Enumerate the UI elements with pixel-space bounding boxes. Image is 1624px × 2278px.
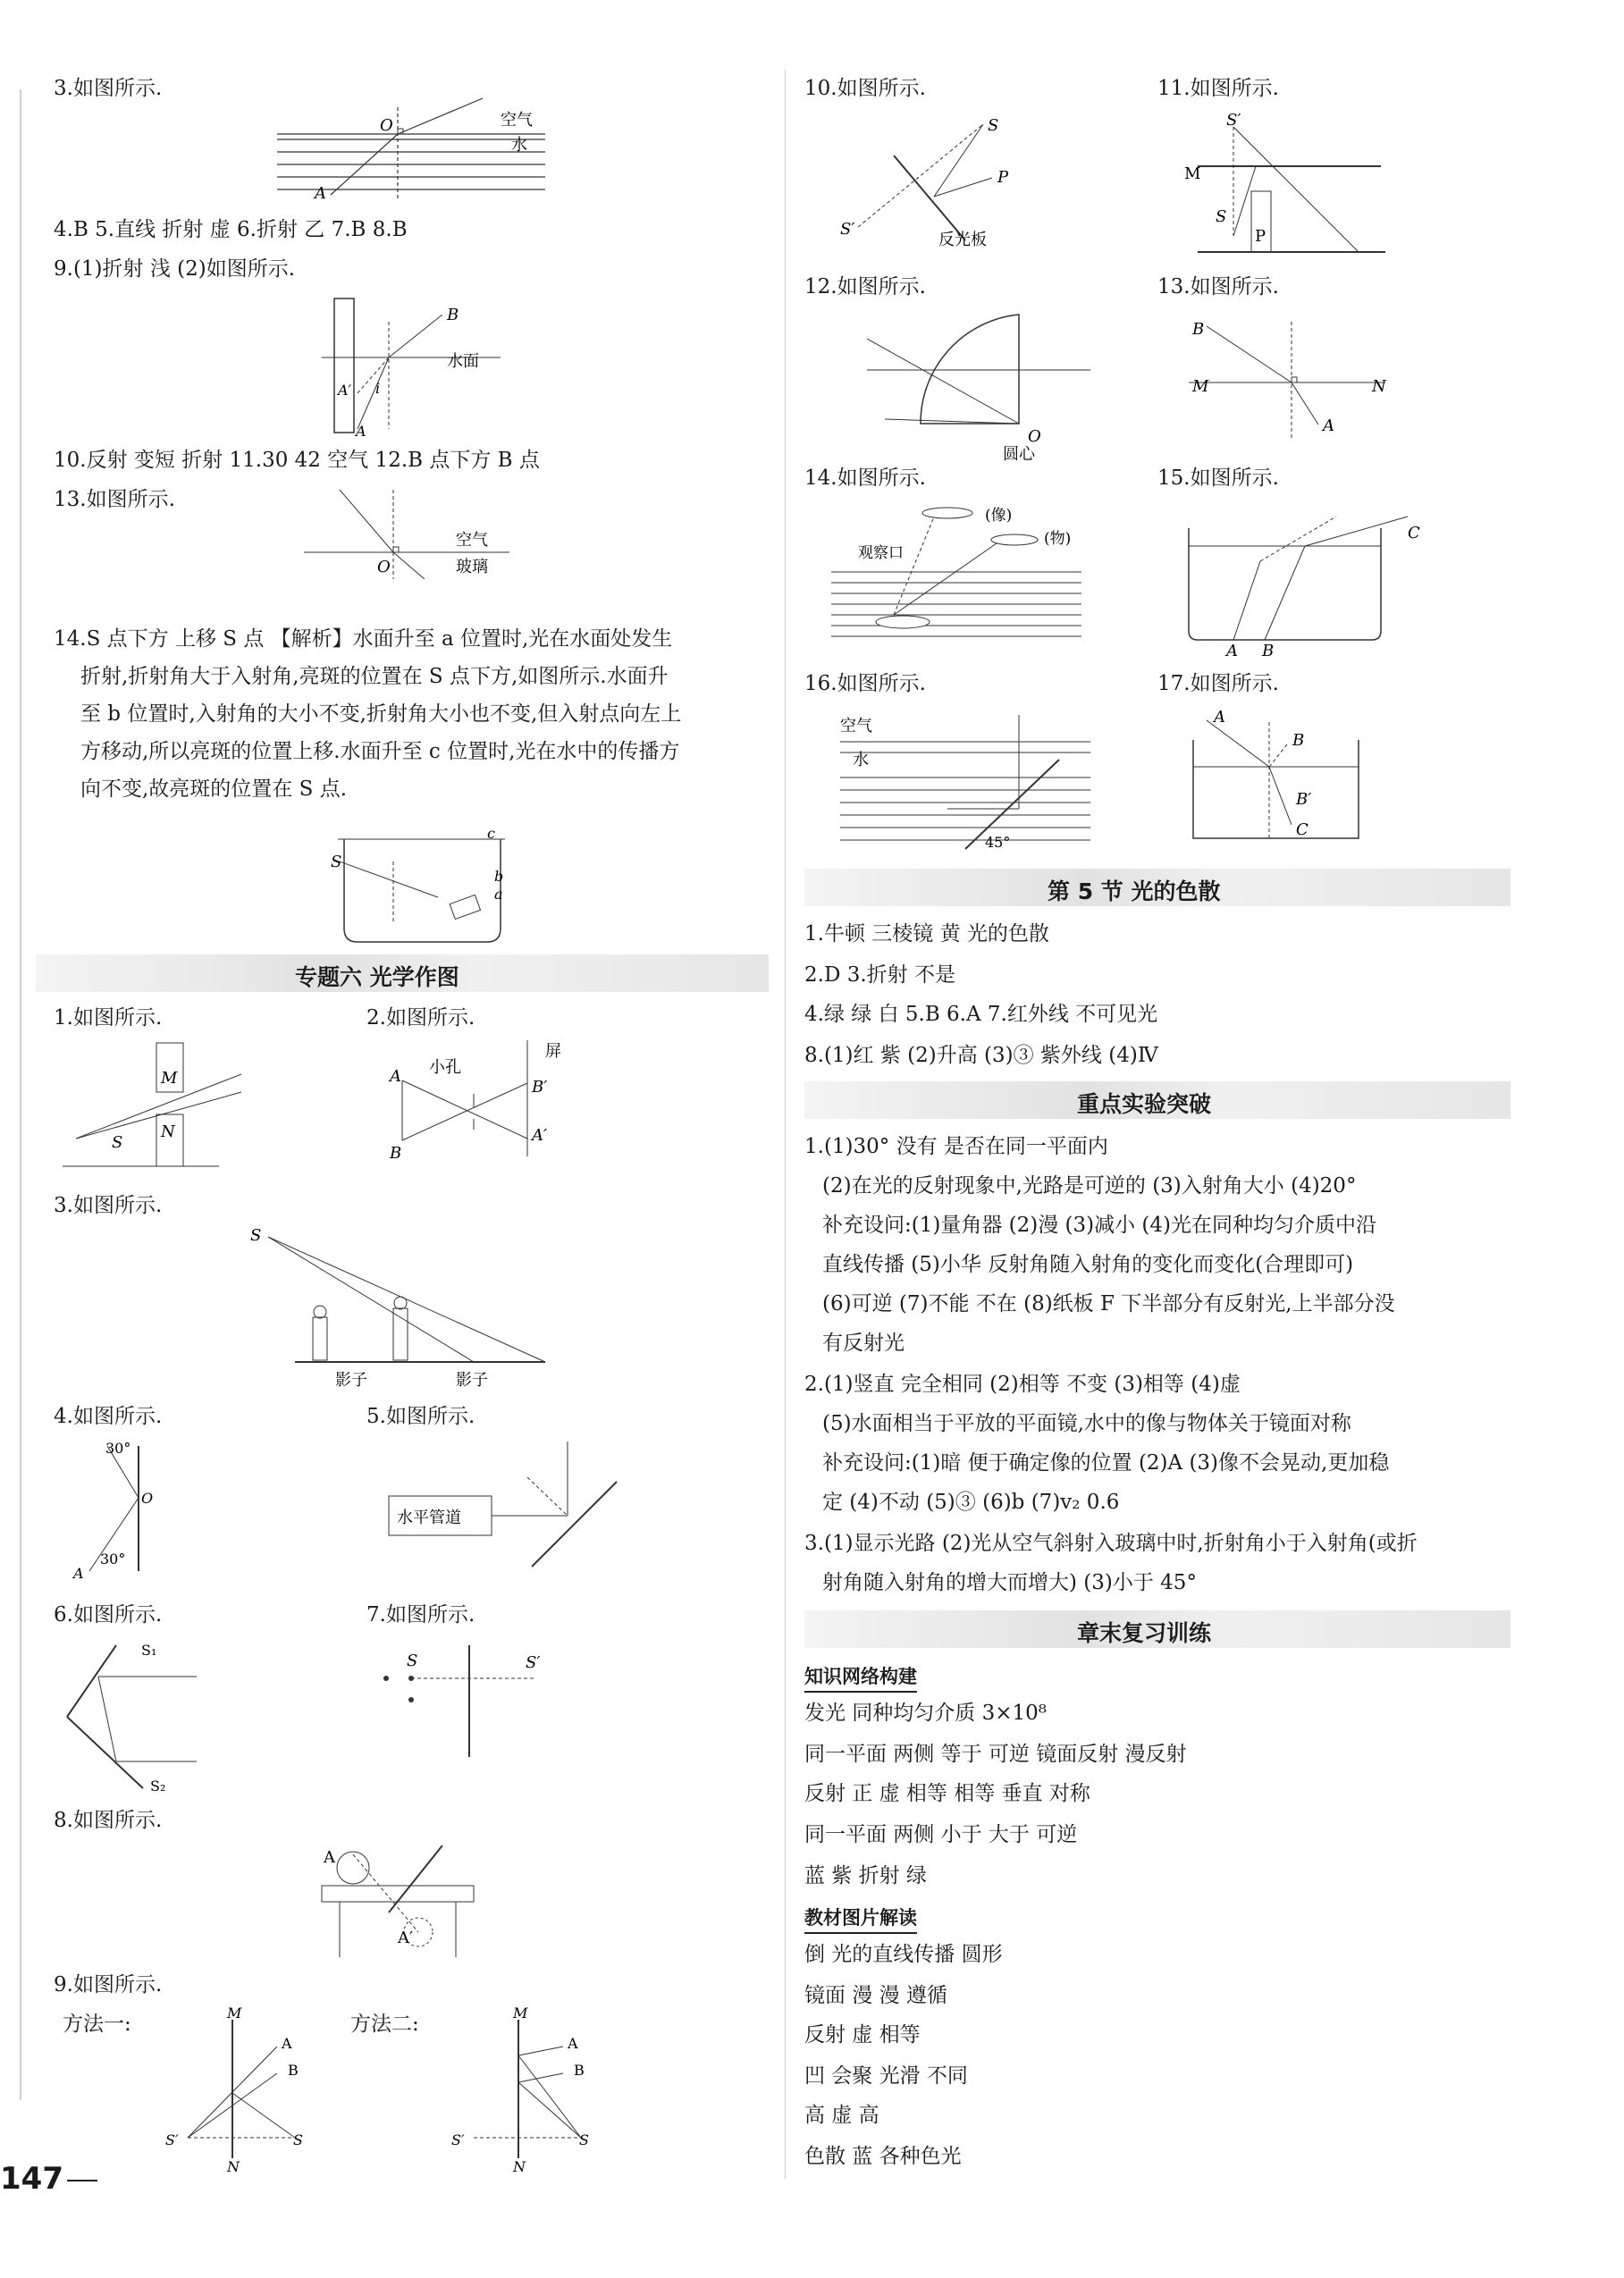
answer-3: 3.如图所示. [54, 77, 163, 100]
kn-line5: 蓝 紫 折射 绿 [804, 1864, 927, 1887]
label-P: P [997, 168, 1009, 187]
answer-r10: 10.如图所示. [804, 77, 926, 100]
label-O: O [141, 1490, 154, 1507]
label-A: A [1323, 416, 1334, 435]
label-Aprime: A′ [398, 1929, 414, 1947]
exp-3-line2: 射角随入射角的增大而增大) (3)小于 45° [822, 1571, 1197, 1594]
label-S: S [331, 853, 342, 871]
label-Sprime: S′ [451, 2131, 465, 2148]
topic-answer-9: 9.如图所示. [54, 1973, 163, 1996]
binding-edge [20, 89, 21, 2100]
label-S: S [250, 1226, 262, 1245]
label-screen: 屏 [545, 1042, 561, 1061]
figure-right-13 [1189, 313, 1394, 447]
label-A: A [356, 423, 366, 440]
answer-14-line2: 折射,折射角大于入射角,亮斑的位置在 S 点下方,如图所示.水面升 [80, 665, 669, 688]
figure-topic-3 [250, 1228, 554, 1389]
figure-topic-1 [63, 1038, 268, 1173]
tb-line2: 镜面 漫 漫 遵循 [804, 1984, 947, 2007]
label-surface: 水面 [447, 352, 479, 371]
figure-left-13 [304, 490, 536, 579]
figure-topic-5 [384, 1437, 617, 1571]
label-center: 圆心 [1003, 445, 1035, 464]
figure-right-17 [1180, 704, 1394, 856]
label-A: A [390, 1067, 401, 1086]
figure-topic-4 [63, 1437, 215, 1580]
column-divider [785, 70, 786, 2179]
exp-1-line2: (2)在光的反射现象中,光路是可逆的 (3)入射角大小 (4)20° [822, 1174, 1357, 1198]
label-S: S [579, 2131, 589, 2148]
exp-1-line1: 1.(1)30° 没有 是否在同一平面内 [804, 1135, 1108, 1158]
figure-right-11 [1180, 111, 1394, 263]
label-M: M [1192, 377, 1209, 396]
label-air: 空气 [456, 531, 488, 550]
figure-left-9 [322, 295, 554, 438]
label-O: O [380, 116, 393, 135]
label-Sprime: S′ [526, 1653, 541, 1672]
label-Sprime: S′ [840, 220, 855, 239]
label-Bprime: B′ [1296, 790, 1312, 809]
label-b: b [494, 868, 504, 885]
label-pipe: 水平管道 [397, 1509, 461, 1527]
exp-1-line3: 补充设问:(1)量角器 (2)漫 (3)减小 (4)光在同种均匀介质中沿 [822, 1214, 1377, 1237]
label-A: A [1214, 708, 1225, 727]
label-Bprime: B′ [532, 1078, 548, 1097]
answer-r14: 14.如图所示. [804, 467, 926, 490]
answer-9: 9.(1)折射 浅 (2)如图所示. [54, 257, 296, 281]
kn-line1: 发光 同种均匀介质 3×10⁸ [804, 1702, 1048, 1725]
experiment-title: 重点实验突破 [1077, 1091, 1212, 1117]
label-N: N [1372, 377, 1386, 396]
sec5-answer-8: 8.(1)红 紫 (2)升高 (3)③ 紫外线 (4)Ⅳ [804, 1044, 1158, 1067]
topic-answer-6: 6.如图所示. [54, 1603, 163, 1627]
exp-1-line4: 直线传播 (5)小华 反射角随入射角的变化而变化(合理即可) [822, 1253, 1354, 1276]
tb-line5: 高 虚 高 [804, 2104, 879, 2127]
label-C: C [1408, 524, 1420, 542]
method-one: 方法一: [63, 2013, 131, 2036]
answer-r11: 11.如图所示. [1157, 77, 1279, 100]
review-title: 章末复习训练 [1077, 1620, 1212, 1646]
label-B: B [288, 2062, 299, 2079]
label-S2: S₂ [150, 1778, 166, 1795]
figure-left-3 [268, 105, 554, 204]
topic-answer-5: 5.如图所示. [366, 1405, 475, 1428]
figure-right-16 [822, 706, 1108, 858]
page-number: 147 [0, 2161, 97, 2197]
answer-14-line4: 方移动,所以亮斑的位置上移.水面升至 c 位置时,光在水中的传播方 [80, 740, 680, 763]
topic-answer-4: 4.如图所示. [54, 1405, 163, 1428]
exp-2-line1: 2.(1)竖直 完全相同 (2)相等 不变 (3)相等 (4)虚 [804, 1373, 1241, 1396]
label-S: S [1216, 207, 1227, 226]
tb-line6: 色散 蓝 各种色光 [804, 2145, 962, 2168]
label-S: S [988, 116, 999, 135]
tb-line4: 凹 会聚 光滑 不同 [804, 2064, 968, 2088]
knowledge-network-label: 知识网络构建 [804, 1662, 917, 1693]
label-O: O [377, 558, 391, 576]
label-M: M [161, 1069, 178, 1088]
answer-r12: 12.如图所示. [804, 275, 926, 298]
kn-line3: 反射 正 虚 相等 相等 垂直 对称 [804, 1782, 1090, 1805]
answer-4-8: 4.B 5.直线 折射 虚 6.折射 乙 7.B 8.B [54, 218, 408, 241]
label-S1: S₁ [141, 1642, 157, 1659]
topic-answer-8: 8.如图所示. [54, 1809, 163, 1832]
label-Aprime: A′ [532, 1126, 548, 1145]
label-M: M [1184, 164, 1201, 183]
label-B: B [1292, 731, 1305, 750]
label-A: A [324, 1848, 335, 1867]
label-c: c [487, 825, 495, 842]
figure-topic-9b [447, 2005, 608, 2175]
label-board: 反光板 [938, 231, 987, 249]
label-port: 观察口 [858, 544, 904, 562]
figure-topic-7 [375, 1641, 572, 1766]
answer-14-line5: 向不变,故亮斑的位置在 S 点. [80, 778, 348, 801]
label-a: a [494, 886, 503, 903]
label-air: 空气 [840, 717, 872, 736]
answer-14-line1: 14.S 点下方 上移 S 点 【解析】水面升至 a 位置时,光在水面处发生 [54, 627, 673, 651]
figure-right-15 [1180, 497, 1439, 658]
answer-14-line3: 至 b 位置时,入射角的大小不变,折射角大小也不变,但入射点向左上 [80, 702, 682, 726]
label-B: B [1192, 320, 1205, 339]
label-water: 水 [511, 136, 527, 155]
label-S: S [293, 2131, 303, 2148]
tb-line3: 反射 虚 相等 [804, 2023, 921, 2047]
exp-2-line2: (5)水面相当于平放的平面镜,水中的像与物体关于镜面对称 [822, 1412, 1351, 1435]
topic-answer-1: 1.如图所示. [54, 1006, 163, 1030]
label-object: (物) [1044, 530, 1072, 548]
exp-1-line5: (6)可逆 (7)不能 不在 (8)纸板 F 下半部分有反射光,上半部分没 [822, 1292, 1395, 1316]
figure-topic-6 [63, 1641, 206, 1793]
kn-line2: 同一平面 两侧 等于 可逆 镜面反射 漫反射 [804, 1743, 1187, 1766]
answer-10-12: 10.反射 变短 折射 11.30 42 空气 12.B 点下方 B 点 [54, 449, 540, 472]
answer-r17: 17.如图所示. [1157, 672, 1279, 695]
label-S: S [112, 1133, 123, 1152]
label-A: A [315, 184, 326, 203]
figure-topic-9a [161, 2005, 322, 2175]
label-N: N [227, 2158, 240, 2175]
exp-2-line3: 补充设问:(1)暗 便于确定像的位置 (2)A (3)像不会晃动,更加稳 [822, 1451, 1390, 1475]
label-N: N [513, 2158, 526, 2175]
label-water: 水 [853, 751, 869, 769]
topic-answer-2: 2.如图所示. [366, 1006, 475, 1030]
label-angle1: 30° [105, 1440, 131, 1457]
answer-r16: 16.如图所示. [804, 672, 926, 695]
sec5-answer-2-3: 2.D 3.折射 不是 [804, 963, 955, 987]
figure-right-12 [867, 307, 1099, 464]
answer-r15: 15.如图所示. [1157, 467, 1279, 490]
label-M: M [227, 2005, 242, 2022]
label-O: O [1028, 427, 1041, 446]
figure-right-10 [831, 111, 1028, 254]
label-C: C [1296, 820, 1308, 839]
topic-answer-7: 7.如图所示. [366, 1603, 475, 1627]
label-Aprime: A′ [338, 382, 352, 399]
label-angle2: 30° [100, 1551, 126, 1568]
topic-answer-3: 3.如图所示. [54, 1194, 163, 1217]
section5-title: 第 5 节 光的色散 [1048, 878, 1221, 904]
label-B: B [447, 306, 459, 324]
label-A: A [282, 2035, 292, 2052]
label-hole: 小孔 [429, 1058, 461, 1077]
exp-1-line6: 有反射光 [822, 1332, 905, 1355]
label-shadow1: 影子 [335, 1371, 367, 1390]
answer-r13: 13.如图所示. [1157, 275, 1279, 298]
figure-topic-8 [313, 1832, 492, 1966]
label-A: A [568, 2035, 578, 2052]
topic-title: 专题六 光学作图 [295, 964, 459, 990]
kn-line4: 同一平面 两侧 小于 大于 可逆 [804, 1823, 1078, 1846]
textbook-figure-label: 教材图片解读 [804, 1904, 917, 1934]
label-S: S [407, 1652, 418, 1670]
sec5-answer-4-7: 4.绿 绿 白 5.B 6.A 7.红外线 不可见光 [804, 1003, 1158, 1026]
label-Sprime: S′ [165, 2131, 179, 2148]
tb-line1: 倒 光的直线传播 圆形 [804, 1943, 1003, 1966]
exp-2-line4: 定 (4)不动 (5)③ (6)b (7)v₂ 0.6 [822, 1491, 1120, 1514]
figure-topic-2 [384, 1040, 590, 1165]
label-i: i [375, 380, 381, 397]
label-M: M [513, 2005, 528, 2022]
label-B: B [390, 1144, 402, 1163]
figure-left-14 [331, 826, 527, 951]
label-shadow2: 影子 [456, 1371, 488, 1390]
sec5-answer-1: 1.牛顿 三棱镜 黄 光的色散 [804, 922, 1049, 946]
method-two: 方法二: [350, 2013, 419, 2036]
label-Sprime: S′ [1226, 111, 1241, 130]
label-angle: 45° [985, 834, 1011, 851]
label-A: A [73, 1565, 84, 1582]
figure-right-14 [831, 497, 1099, 649]
label-glass: 玻璃 [456, 558, 488, 576]
label-air: 空气 [501, 111, 533, 130]
label-B: B [1262, 642, 1275, 660]
exp-3-line1: 3.(1)显示光路 (2)光从空气斜射入玻璃中时,折射角小于入射角(或折 [804, 1532, 1418, 1555]
label-B: B [574, 2062, 585, 2079]
label-N: N [161, 1122, 175, 1141]
label-image: (像) [985, 507, 1013, 525]
answer-13: 13.如图所示. [54, 488, 175, 511]
label-A: A [1226, 642, 1238, 660]
label-P: P [1255, 227, 1266, 246]
